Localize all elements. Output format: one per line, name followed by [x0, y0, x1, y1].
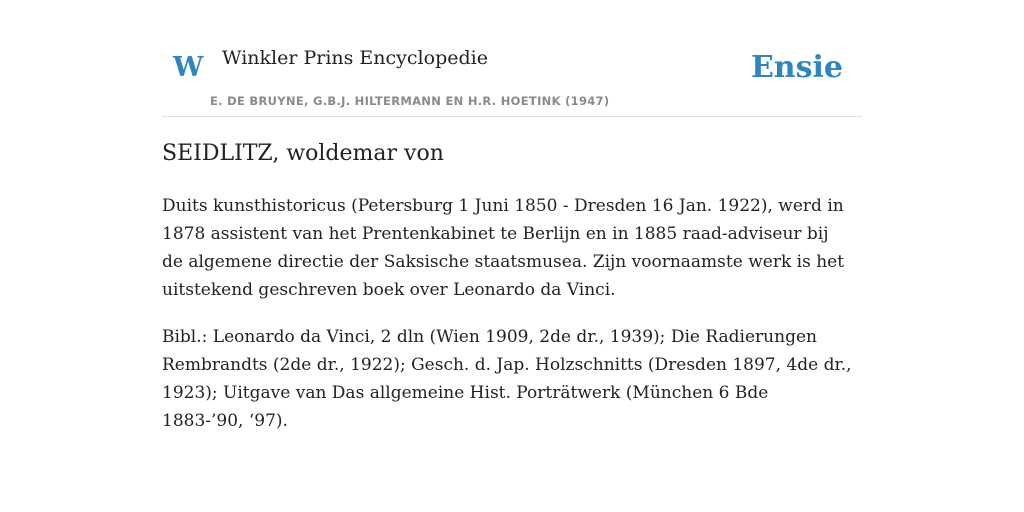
entry-body	[162, 192, 852, 454]
publication-logo-icon[interactable]: W	[173, 52, 204, 83]
publication-title[interactable]: Winkler Prins Encyclopedie	[222, 47, 488, 69]
publication-authors: E. DE BRUYNE, G.B.J. HILTERMANN EN H.R. HOETINK (1947)	[210, 94, 610, 108]
ensie-logo-link[interactable]: Ensie	[750, 50, 843, 85]
publication-header	[162, 40, 862, 117]
entry-paragraph-description: Duits kunsthistoricus (Petersburg 1 Juni 1850 - Dresden 16 Jan. 1922), werd in 1878 assistent van het Prentenkabinet te Berlijn en in 1885 raad-adviseur bij de algemene directie der Saksische staatsmusea. Zijn voornaamste werk is het uitstekend geschreven boek over Leonardo da Vinci.	[162, 196, 845, 300]
entry-title: SEIDLITZ, woldemar von	[162, 141, 444, 166]
entry-paragraph-bibliography: Bibl.: Leonardo da Vinci, 2 dln (Wien 1909, 2de dr., 1939); Die Radierungen Rembrandts (2de dr., 1922); Gesch. d. Jap. Holzschnitts (Dresden 1897, 4de dr., 1923); Uitgave van Das allgemeine Hist. Porträtwerk (München 6 Bde 1883-’90, ‘97).	[162, 327, 852, 431]
